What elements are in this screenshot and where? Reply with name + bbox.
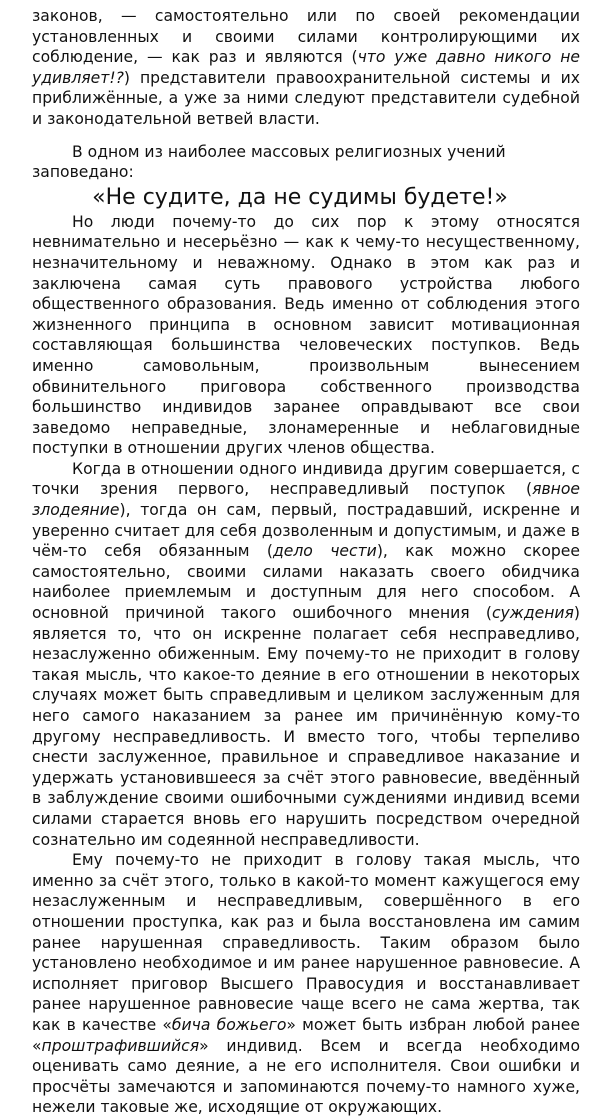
paragraph-continued [32, 6, 580, 130]
paragraph-text: » может быть избран любой ранее « [32, 1015, 580, 1055]
commandment-quote: «Не судите, да не судимы будете!» [92, 184, 508, 210]
paragraph: Но люди почему-то до сих пор к этому относятся невнимательно и несерьёзно — как к чему-то несущественному, незначительному и неважному. Однако в этом как раз и заключена самая суть правового устройства любого общественного образования. Ведь именно от соблюдения этого жизненного принципа в основном зависит мотивационная составляющая большинства человеческих поступков. Ведь именно самовольным, произвольным вынесением обвинительного приговора собственного производства большинство индивидов заранее оправдывают все свои заведомо неправедные, злонамеренные и неблаговидные поступки в отношении других членов общества. [32, 212, 580, 458]
paragraph-text: » индивид. Всем и всегда необходимо оценивать само деяние, а не его исполнителя. Свои ошибки и просчёты замечаются и запоминаются почему-то намного хуже, нежели таковые же, исходящие от окружающих. [32, 1036, 580, 1117]
commandment-intro: В одном из наиболее массовых религиозных учений заповедано: [32, 142, 506, 182]
paragraph-text: законов, — самостоятельно или по своей рекомендации установленных и своими силами контролирующими их соблюдение, — как раз и являются ( [32, 7, 580, 67]
paragraph-text: ), тогда он сам, первый, пострадавший, искренне и уверенно считает для себя дозволенным и допустимым, и даже в чём-то себя обязанным ( [32, 501, 580, 561]
italic-term: суждения [491, 604, 574, 623]
italic-term: бича божьего [171, 1015, 287, 1034]
paragraph [32, 850, 580, 1118]
paragraph-text: ) представители правоохранительной системы и их приближённые, а уже за ними следуют представители судебной и законодательной ветвей власти. [32, 68, 580, 128]
italic-term: проштрафившийся [41, 1036, 200, 1055]
italic-term: дело чести [272, 542, 377, 561]
paragraph [32, 459, 580, 850]
paragraph-text: Когда в отношении одного индивида другим совершается, с точки зрения первого, несправедливый поступок ( [32, 459, 580, 499]
italic-remark: что уже давно никого не удивляет!? [32, 48, 580, 87]
paragraph-text: Ему почему-то не приходит в голову такая мысль, что именно за счёт этого, только в какой-то момент кажущегося ему незаслуженным и несправедливым, совершённого в его отношении проступка, как раз и была восстановлена им самим ранее нарушенная справедливость. Таким образом было установлено необходимое и им ранее нарушенное равновесие. А исполняет приговор Высшего Правосудия и восстанавливает ранее нарушенное равновесие чаще всего не сама жертва, так как в качестве « [32, 851, 580, 1034]
paragraph-text: ) является то, что он искренне полагает себя несправедливо, незаслуженно обиженным. Ему почему-то не приходит в голову такая мысль, что какое-то деяние в его отношении в некоторых случаях может быть справедливым и целиком заслуженным для него самого наказанием за ранее им причинённую кому-то другому несправедливость. И вместо того, чтобы терпеливо снести заслуженное, правильное и справедливое наказание и удержать установившееся за счёт этого равновесие, введённый в заблуждение своими ошибочными суждениями индивид всеми силами старается вновь его нарушить посредством очередной сознательно им содеянной несправедливости. [32, 604, 580, 849]
italic-term: явное злодеяние [32, 480, 580, 520]
paragraph-text: ), как можно скорее самостоятельно, своими силами наказать своего обидчика наиболее приемлемым и доступным для него способом. А основной причиной такого ошибочного мнения ( [32, 542, 580, 623]
